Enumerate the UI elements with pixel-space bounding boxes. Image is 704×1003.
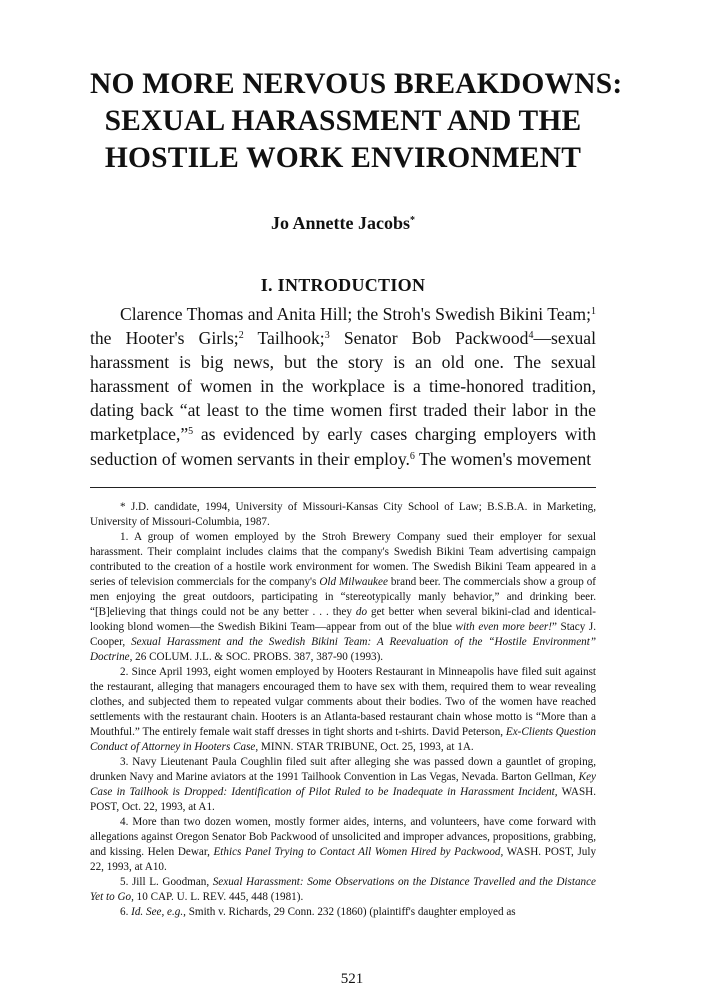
footnote-text: More than two dozen women, mostly former aides, interns, and volunteers, have come forward with allegations against Oregon Senator Bob Packwood of unsolicited and improper advances, propositions, grabbing, and kissing. Helen Dewar, (90, 815, 596, 858)
footnote-1 (90, 530, 596, 665)
footnote-italic: Old Milwaukee (319, 575, 388, 588)
footnote-2 (90, 665, 596, 755)
footnote-mark: * (120, 500, 126, 513)
footnotes (90, 500, 596, 920)
body-paragraph (90, 302, 596, 471)
body-text: the Hooter's Girls; (90, 328, 239, 349)
footnote-ref: 6 (409, 450, 415, 462)
footnote-text: 26 COLUM. J.L. & SOC. PROBS. 387, 387-90 (1993). (132, 650, 384, 663)
footnote-italic: do (355, 605, 368, 618)
footnote-number: 5. (120, 875, 129, 888)
footnote-text: MINN. STAR TRIBUNE, Oct. 25, 1993, at 1A. (258, 740, 474, 753)
footnote-italic: Ex-Clients Question Conduct of Attorney in Hooters Case, (90, 725, 596, 753)
footnote-text: WASH. POST, Oct. 22, 1993, at A1. (90, 785, 596, 813)
footnote-text: J.D. candidate, 1994, University of Missouri-Kansas City School of Law; B.S.B.A. in Marketing, University of Missouri-Columbia, 1987. (90, 500, 596, 528)
footnote-text: Smith v. Richards, 29 Conn. 232 (1860) (plaintiff's daughter employed as (185, 905, 516, 918)
section-heading: I. INTRODUCTION (260, 275, 426, 295)
footnote-number: 2. (120, 665, 129, 678)
body-text: Senator Bob Packwood (329, 328, 529, 349)
article-title (90, 66, 623, 177)
body-text: Clarence Thomas and Anita Hill; the Stroh's Swedish Bikini Team; (120, 304, 591, 324)
title-line-2: SEXUAL HARASSMENT AND THE (104, 105, 582, 137)
footnote-text: 10 CAP. U. L. REV. 445, 448 (1981). (133, 890, 304, 903)
author-name: Jo Annette Jacobs (271, 213, 410, 233)
footnote-text: A group of women employed by the Stroh Brewery Company sued their employer for sexual harassment. Their complaint includes claims that the company's Swedish Bikini Team advertising campaign contributed to the creation of a hostile work environment for women. The Swedish Bikini Team appeared in a series of television commercials for the company's (90, 530, 596, 588)
footnote-italic: Sexual Harassment: Some Observations on the Distance Travelled and the Distance Yet to Go, (90, 875, 596, 903)
footnote-ref: 4 (528, 330, 534, 342)
footnote-number: 4. (120, 815, 129, 828)
author-footnote-mark: * (410, 215, 415, 226)
footnote-ref: 3 (324, 330, 330, 342)
footnote-text: Jill L. Goodman, (128, 875, 213, 888)
footnote-ref: 5 (188, 426, 194, 438)
footnote-text: brand beer. The commercials show a group of men enjoying the great outdoors, participating in “stereotypically manly behavior,” and drinking beer. “[B]elieving that things could not be any better . . . they (90, 575, 597, 618)
footnote-text: Navy Lieutenant Paula Coughlin filed suit after alleging she was passed down a gauntlet of groping, drunken Navy and Marine aviators at the 1991 Tailhook Convention in Las Vegas, Nevada. Barton Gellman, (90, 755, 596, 783)
title-line-3: HOSTILE WORK ENVIRONMENT (104, 142, 582, 174)
footnote-italic: Sexual Harassment and the Swedish Bikini Team: A Reevaluation of the “Hostile Environment” Doctrine, (90, 635, 597, 663)
footnote-number: 3. (120, 755, 129, 768)
footnote-number: 6. (120, 905, 129, 918)
title-line-1: NO MORE NERVOUS BREAKDOWNS: (90, 68, 623, 100)
footnote-text: get better when several bikini-clad and identical-looking blond women—the Swedish Bikini Team—appear from out of the blue (90, 605, 597, 633)
footnote-4 (90, 815, 596, 875)
body-text: as evidenced by early cases charging employers with seduction of women servants in their employ. (90, 424, 596, 469)
footnote-text: Since April 1993, eight women employed by Hooters Restaurant in Minneapolis have filed suit against the restaurant, alleging that managers encouraged them to have sex with them, required them to wear revealing clothes, and subjected them to repeated vulgar comments about their bodies. Two of the women have reached settlements with the restaurant chain. Hooters is an Atlanta-based restaurant chain whose motto is “More than a Mouthful.” The entirely female wait staff dresses in tight shorts and t-shirts. David Peterson, (90, 665, 596, 738)
body-text: The women's movement (414, 448, 592, 469)
footnote-divider (90, 487, 596, 488)
body-text: Tailhook; (243, 328, 325, 349)
footnote-italic: with even more beer! (455, 620, 552, 633)
footnote-3 (90, 755, 596, 815)
footnote-5 (90, 875, 596, 905)
footnote-text: WASH. POST, July 22, 1993, at A10. (90, 845, 597, 873)
footnote-number: 1. (120, 530, 129, 543)
page-number: 521 (340, 971, 364, 987)
footnote-ref: 2 (238, 330, 244, 342)
footnote-italic: Ethics Panel Trying to Contact All Women Hired by Packwood, (213, 845, 504, 858)
footnote-italic: Id. See, e.g., (131, 905, 186, 918)
footnote-6 (90, 905, 596, 920)
footnote-ref: 1 (591, 306, 596, 317)
author-line (90, 213, 596, 234)
footnote-text: ” Stacy J. Cooper, (90, 620, 596, 648)
footnote-italic: Key Case in Tailhook is Dropped: Identification of Pilot Ruled to be Inadequate in Harassment Incident, (90, 770, 596, 798)
body-text: —sexual harassment is big news, but the story is an old one. The sexual harassment of women in the workplace is a time-honored tradition, dating back “at least to the time women first traded their labor in the marketplace,” (90, 328, 596, 445)
article-page (90, 0, 623, 920)
footnote-star (90, 500, 596, 530)
